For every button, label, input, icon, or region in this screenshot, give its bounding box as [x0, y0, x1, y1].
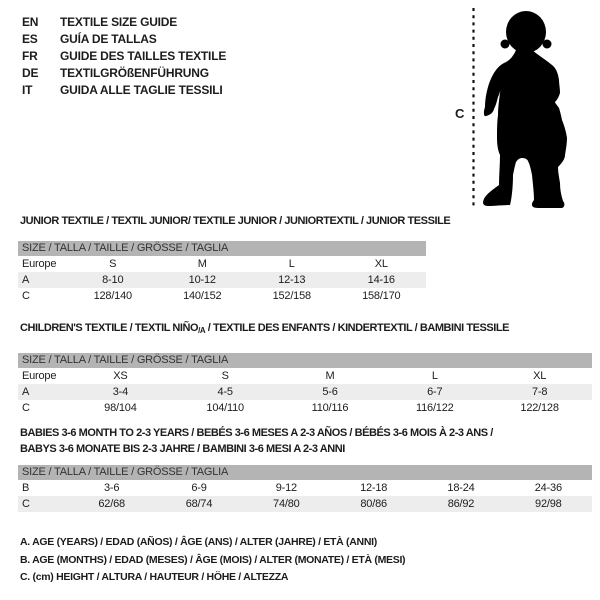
size-cell: 4-5: [173, 384, 278, 400]
language-title: TEXTILE SIZE GUIDE: [60, 14, 178, 29]
size-header-bar: SIZE / TALLA / TAILLE / GRÖSSE / TAGLIA: [18, 241, 426, 256]
children-title-text: CHILDREN'S TEXTILE / TEXTIL NIÑO: [20, 322, 199, 334]
size-cell: 92/98: [505, 496, 592, 512]
row-label: C: [22, 290, 30, 302]
babies-title-line2: BABYS 3-6 MONATE BIS 2-3 JAHRE / BAMBINI 3-6 MESI A 2-3 ANNI: [20, 443, 345, 455]
size-cell: XL: [533, 370, 547, 382]
size-cell: 122/128: [520, 402, 559, 414]
size-cell: 18-24: [447, 482, 475, 494]
size-cell: 6-9: [191, 482, 207, 494]
footnote-line: C. (cm) HEIGHT / ALTURA / HAUTEUR / HÖHE / ALTEZZA: [20, 571, 289, 583]
size-cell: 10-12: [158, 272, 248, 288]
size-cell: 110/116: [311, 402, 349, 414]
size-cell: 6-7: [382, 384, 487, 400]
row-label: C: [22, 402, 30, 414]
row-label: Europe: [22, 258, 57, 270]
table-row: [18, 480, 592, 496]
footnote-line: B. AGE (MONTHS) / EDAD (MESES) / ÂGE (MOIS) / ALTER (MONATE) / ETÀ (MESI): [20, 553, 406, 566]
size-cell: 62/68: [68, 496, 155, 512]
size-cell: 12-13: [247, 272, 337, 288]
junior-size-table: [18, 241, 426, 304]
size-cell: 158/170: [362, 290, 401, 302]
size-cell: 74/80: [243, 496, 330, 512]
language-title: GUÍA DE TALLAS: [60, 31, 157, 46]
junior-table-title: JUNIOR TEXTILE / TEXTIL JUNIOR/ TEXTILE JUNIOR / JUNIORTEXTIL / JUNIOR TESSILE: [20, 215, 451, 227]
language-row: [22, 30, 226, 47]
language-code: DE: [22, 65, 39, 80]
children-table-title: [20, 322, 509, 335]
size-cell: 104/110: [206, 402, 244, 414]
babies-size-table: [18, 465, 592, 512]
footnote-line: A. AGE (YEARS) / EDAD (AÑOS) / ÂGE (ANS) / ALTER (JAHRE) / ETÀ (ANNI): [20, 536, 377, 548]
size-cell: 3-6: [104, 482, 120, 494]
size-cell: 14-16: [337, 272, 427, 288]
language-title: GUIDA ALLE TAGLIE TESSILI: [60, 82, 223, 97]
size-cell: 80/86: [330, 496, 417, 512]
size-header-bar: SIZE / TALLA / TAILLE / GRÖSSE / TAGLIA: [18, 465, 592, 480]
size-cell: 3-4: [68, 384, 173, 400]
table-row: [18, 288, 426, 304]
row-label: A: [18, 384, 68, 400]
size-cell: 140/152: [183, 290, 222, 302]
size-cell: 24-36: [534, 482, 562, 494]
language-code: ES: [22, 31, 38, 46]
size-cell: M: [325, 370, 335, 382]
table-row: [18, 496, 592, 512]
row-label: B: [22, 482, 30, 494]
size-cell: 5-6: [278, 384, 383, 400]
row-label: Europe: [22, 370, 57, 382]
size-cell: S: [221, 370, 229, 382]
table-row: [18, 256, 426, 272]
table-row: [18, 400, 592, 416]
children-title-text-cont: / TEXTILE DES ENFANTS / KINDERTEXTIL / BAMBINI TESSILE: [205, 322, 510, 334]
babies-title-line1: BABIES 3-6 MONTH TO 2-3 YEARS / BEBÉS 3-6 MESES A 2-3 AÑOS / BÉBÉS 3-6 MOIS À 2-3 ANS /: [20, 427, 493, 439]
babies-table-title: [20, 425, 493, 457]
size-cell: 7-8: [487, 384, 592, 400]
language-code: FR: [22, 48, 38, 63]
footnote-legend: [20, 536, 405, 589]
size-cell: 12-18: [360, 482, 388, 494]
size-cell: XL: [374, 258, 388, 270]
size-cell: L: [431, 370, 438, 382]
size-header-bar: SIZE / TALLA / TAILLE / GRÖSSE / TAGLIA: [18, 353, 592, 368]
language-row: [22, 81, 226, 98]
size-cell: 86/92: [417, 496, 504, 512]
size-cell: 68/74: [155, 496, 242, 512]
children-size-table: [18, 353, 592, 416]
size-cell: S: [109, 258, 117, 270]
size-cell: L: [288, 258, 295, 270]
toddler-silhouette-icon: [483, 11, 567, 208]
language-title: TEXTILGRÖßENFÜHRUNG: [60, 65, 209, 80]
language-row: [22, 13, 226, 30]
table-row: [18, 368, 592, 384]
size-cell: 116/122: [416, 402, 454, 414]
size-cell: 9-12: [275, 482, 297, 494]
language-code: EN: [22, 14, 39, 29]
children-title-subscript: /A: [198, 326, 206, 335]
size-cell: 128/140: [93, 290, 132, 302]
height-marker-label: C: [455, 106, 465, 121]
table-row: [18, 272, 426, 288]
size-cell: XS: [113, 370, 128, 382]
language-row: [22, 47, 226, 64]
size-cell: M: [197, 258, 207, 270]
size-cell: 8-10: [68, 272, 158, 288]
row-label: C: [18, 496, 68, 512]
language-title: GUIDE DES TAILLES TEXTILE: [60, 48, 227, 63]
row-label: A: [18, 272, 68, 288]
language-list: [22, 13, 226, 98]
toddler-figure: [470, 5, 574, 210]
size-cell: 152/158: [272, 290, 311, 302]
size-cell: 98/104: [104, 402, 137, 414]
language-row: [22, 64, 226, 81]
language-code: IT: [22, 82, 33, 97]
table-row: [18, 384, 592, 400]
